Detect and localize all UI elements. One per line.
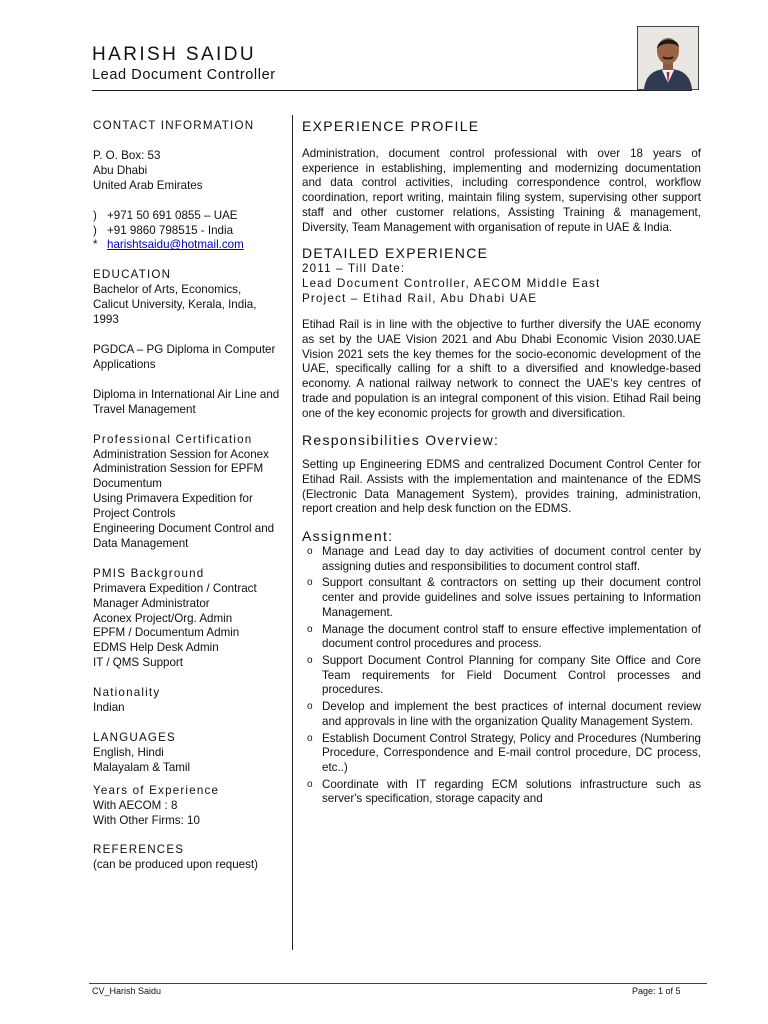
phone-india-number: +91 9860 798515 - India xyxy=(107,223,234,237)
header-divider xyxy=(92,90,692,91)
certification-item: Engineering Document Control and Data Management xyxy=(93,522,275,550)
certification-item: Administration Session for Aconex xyxy=(93,447,269,461)
experience-profile-text: Administration, document control professional with over 18 years of experience in establishing, implementing and modernizing documentation and data control activities, including correspondence control, workflow coordination, report writing, maintain filing system, supervising other support staff and other customer relations, Assisting Training & management, Diversity, Team Management with organisation of repute in UAE & India. xyxy=(302,147,701,234)
email-icon: * xyxy=(93,238,98,252)
assignment-heading: Assignment: xyxy=(302,528,394,545)
pmis-item: Primavera Expedition / Contract Manager Administrator xyxy=(93,581,257,610)
email-row xyxy=(93,238,283,253)
references-heading: REFERENCES xyxy=(93,843,185,857)
detailed-experience-heading: DETAILED EXPERIENCE xyxy=(302,245,489,262)
education-university: Calicut University, Kerala, India, 1993 xyxy=(93,298,257,327)
responsibilities-heading: Responsibilities Overview: xyxy=(302,432,500,449)
assignment-item: o Establish Document Control Strategy, Policy and Procedures (Numbering Procedure, Correspondence and E-mail control procedure, DC process, etc..) xyxy=(302,732,701,776)
education-degree: Bachelor of Arts, Economics, xyxy=(93,283,242,297)
job-project: Project – Etihad Rail, Abu Dhabi UAE xyxy=(302,291,538,305)
footer-divider xyxy=(89,983,707,984)
job-period: 2011 – Till Date: xyxy=(302,262,406,276)
experience-profile-heading: EXPERIENCE PROFILE xyxy=(302,118,480,134)
certification-item: Using Primavera Expedition for Project Controls xyxy=(93,492,253,521)
nationality-heading: Nationality xyxy=(93,686,161,700)
pmis-item: IT / QMS Support xyxy=(93,656,183,670)
assignment-item: o Support Document Control Planning for company Site Office and Core Team requirements for Field Document Control processes and procedures. xyxy=(302,654,701,698)
job-position: Lead Document Controller, AECOM Middle East xyxy=(302,276,601,290)
phone-uae-number: +971 50 691 0855 – UAE xyxy=(107,208,238,222)
language-line: English, Hindi xyxy=(93,745,164,759)
assignment-item: o Support consultant & contractors on setting up their document control center and provide guidelines and solve issues pertaining to Information Management. xyxy=(302,576,701,620)
footer-page-number: Page: 1 of 5 xyxy=(632,986,681,996)
candidate-name: HARISH SAIDU xyxy=(92,44,256,65)
assignment-item: o Manage and Lead day to day activities of document control center by assigning duties and responsibilities to document control staff. xyxy=(302,545,701,574)
certification-heading: Professional Certification xyxy=(93,432,253,446)
profile-photo xyxy=(637,26,699,90)
pmis-item: Aconex Project/Org. Admin xyxy=(93,611,233,625)
contact-heading: CONTACT INFORMATION xyxy=(93,119,255,132)
language-line: Malayalam & Tamil xyxy=(93,760,191,774)
person-photo-icon xyxy=(638,27,698,89)
email-link[interactable]: harishtsaidu@hotmail.com xyxy=(107,238,244,252)
certification-item: Administration Session for EPFM Documentum xyxy=(93,462,264,491)
assignment-list xyxy=(302,545,701,807)
phone-india xyxy=(93,224,283,239)
assignment-item: o Manage the document control staff to ensure effective implementation of document control procedures and process. xyxy=(302,623,701,652)
candidate-title: Lead Document Controller xyxy=(92,67,276,83)
pmis-heading: PMIS Background xyxy=(93,566,205,580)
education-pgdca: PGDCA – PG Diploma in Computer Applications xyxy=(93,342,276,371)
experience-years-heading: Years of Experience xyxy=(93,783,220,797)
nationality-value: Indian xyxy=(93,701,125,715)
pmis-item: EPFM / Documentum Admin xyxy=(93,626,240,640)
assignment-item: o Develop and implement the best practices of internal document review and approvals in line with the organization Quality Management System. xyxy=(302,700,701,729)
project-description: Etihad Rail is in line with the objective to further diversify the UAE economy as set by the UAE Vision 2021 and Abu Dhabi Economic Vision 2030.UAE Vision 2021 sets the key themes for the socio-economic development of the UAE, specifically calling for a shift to a diversified and knowledge-based economy. A national railway network to connect the UAE's key centres of trade and population is an integral component of this vision. Etihad Rail being one of the key economic projects for growth and diversification. xyxy=(302,318,701,420)
address-line: Abu Dhabi xyxy=(93,163,148,177)
main-content xyxy=(302,117,701,809)
education-diploma: Diploma in International Air Line and Travel Management xyxy=(93,387,280,416)
column-divider xyxy=(292,115,293,950)
address-line: United Arab Emirates xyxy=(93,178,203,192)
responsibilities-text: Setting up Engineering EDMS and centralized Document Control Center for Etihad Rail. Assists with the implementation and maintenance of the EDMS (Electronic Data Management System), provides training, administration, report creation and help desk function on the EDMS. xyxy=(302,458,701,516)
phone-icon: ) xyxy=(93,208,97,222)
phone-icon: ) xyxy=(93,223,97,237)
experience-years-line: With AECOM : 8 xyxy=(93,798,178,812)
address-line: P. O. Box: 53 xyxy=(93,148,161,162)
sidebar xyxy=(93,119,283,873)
phone-uae xyxy=(93,209,283,224)
pmis-item: EDMS Help Desk Admin xyxy=(93,641,219,655)
references-text: (can be produced upon request) xyxy=(93,858,259,872)
experience-years-line: With Other Firms: 10 xyxy=(93,813,200,827)
assignment-item: o Coordinate with IT regarding ECM solutions infrastructure such as server's specification, storage capacity and xyxy=(302,778,701,807)
languages-heading: LANGUAGES xyxy=(93,731,176,744)
footer-filename: CV_Harish Saidu xyxy=(92,986,162,996)
education-heading: EDUCATION xyxy=(93,268,172,282)
